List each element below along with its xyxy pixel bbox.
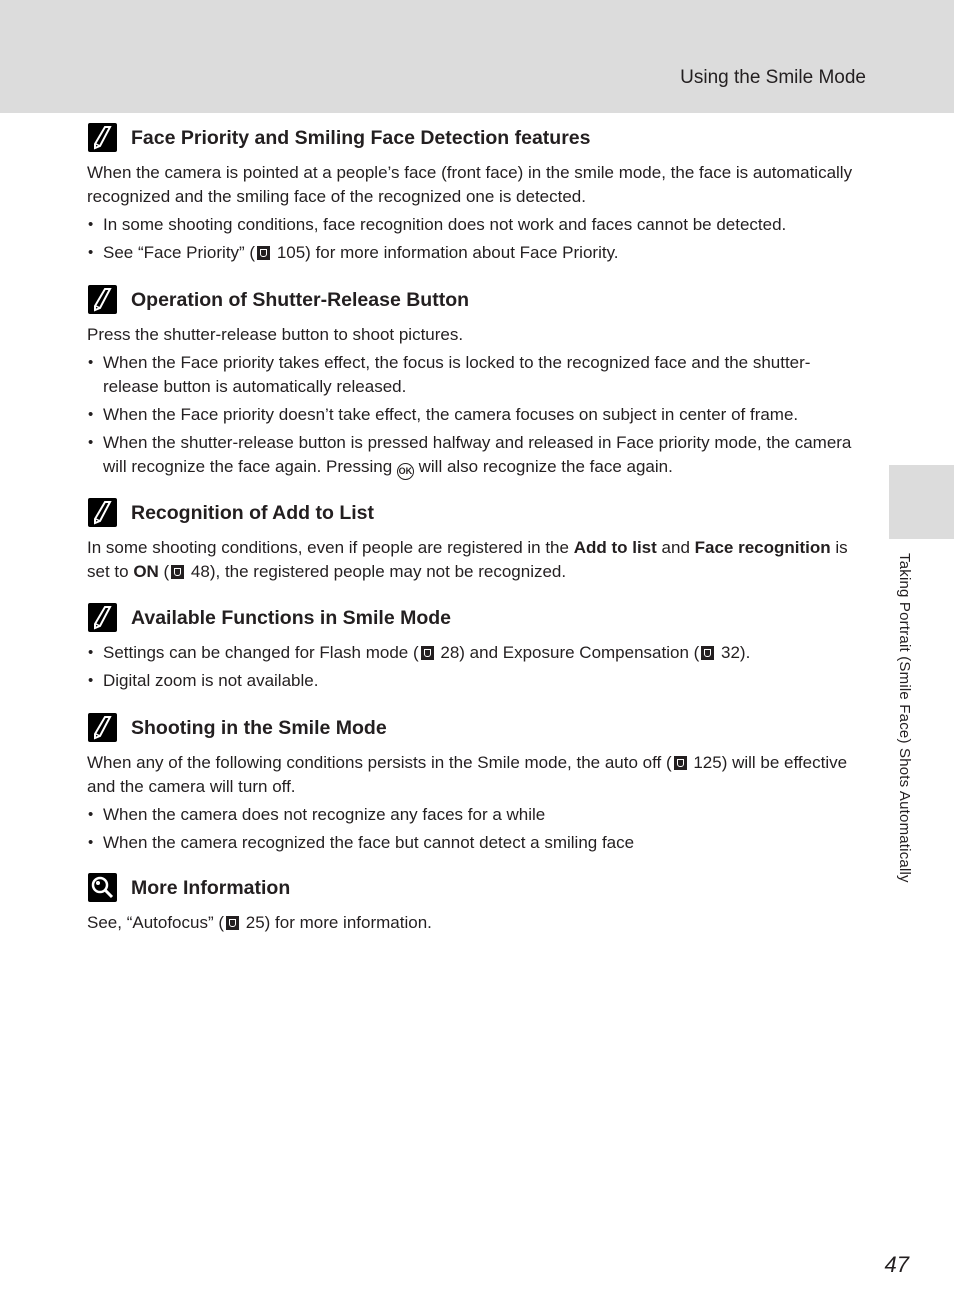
section-more-information [87, 873, 863, 935]
section-title: More Information [131, 877, 291, 899]
list-item: • When the shutter-release button is pressed halfway and released in Face priority mode, the camera will recognize the face again. Pressing OK will also recognize the face again. [87, 431, 863, 480]
section-text: See, “Autofocus” ( 25) for more information. [87, 913, 432, 932]
list-item: • See “Face Priority” ( 105) for more information about Face Priority. [87, 241, 863, 265]
section-intro: When the camera is pointed at a people’s face (front face) in the smile mode, the face is automatically recognized and the smiling face of the recognized one is detected. [87, 163, 853, 206]
ok-button-icon: OK [397, 463, 414, 480]
page-reference-icon [171, 565, 184, 579]
magnifier-info-icon [88, 873, 117, 902]
list-item: • When the camera does not recognize any faces for a while [87, 803, 863, 827]
list-item: • Settings can be changed for Flash mode ( 28) and Exposure Compensation ( 32). [87, 641, 863, 665]
section-title: Recognition of Add to List [131, 502, 374, 524]
caution-pencil-icon [88, 498, 117, 527]
section-shooting-smile-mode [87, 713, 863, 859]
section-text: In some shooting conditions, even if people are registered in the Add to list and Face recognition is set to ON ( 48), the registered people may not be recognized. [87, 538, 848, 581]
section-title: Available Functions in Smile Mode [131, 607, 451, 629]
list-item: • Digital zoom is not available. [87, 669, 863, 693]
page-reference-icon [674, 756, 687, 770]
caution-pencil-icon [88, 285, 117, 314]
running-header: Using the Smile Mode [680, 67, 866, 88]
section-intro: Press the shutter-release button to shoot pictures. [87, 325, 464, 344]
page-reference-icon [226, 916, 239, 930]
list-item: • When the camera recognized the face but cannot detect a smiling face [87, 831, 863, 855]
section-title: Shooting in the Smile Mode [131, 717, 387, 739]
section-title: Face Priority and Smiling Face Detection features [131, 127, 591, 149]
side-chapter-label: Taking Portrait (Smile Face) Shots Automatically [896, 553, 913, 883]
section-add-to-list [87, 498, 863, 584]
header-band [0, 0, 954, 113]
section-shutter-release [87, 285, 863, 484]
section-face-priority [87, 123, 863, 269]
side-tab [889, 465, 954, 539]
section-intro: When any of the following conditions persists in the Smile mode, the auto off ( 125) will be effective and the camera will turn off. [87, 753, 848, 796]
page-reference-icon [421, 646, 434, 660]
list-item: • When the Face priority doesn’t take effect, the camera focuses on subject in center of frame. [87, 403, 863, 427]
page-reference-icon [257, 246, 270, 260]
caution-pencil-icon [88, 603, 117, 632]
section-title: Operation of Shutter-Release Button [131, 289, 470, 311]
caution-pencil-icon [88, 123, 117, 152]
list-item: • When the Face priority takes effect, the focus is locked to the recognized face and the shutter-release button is automatically released. [87, 351, 863, 399]
section-available-functions [87, 603, 863, 697]
caution-pencil-icon [88, 713, 117, 742]
page-number: 47 [884, 1252, 909, 1277]
list-item: • In some shooting conditions, face recognition does not work and faces cannot be detected. [87, 213, 863, 237]
page-reference-icon [701, 646, 714, 660]
